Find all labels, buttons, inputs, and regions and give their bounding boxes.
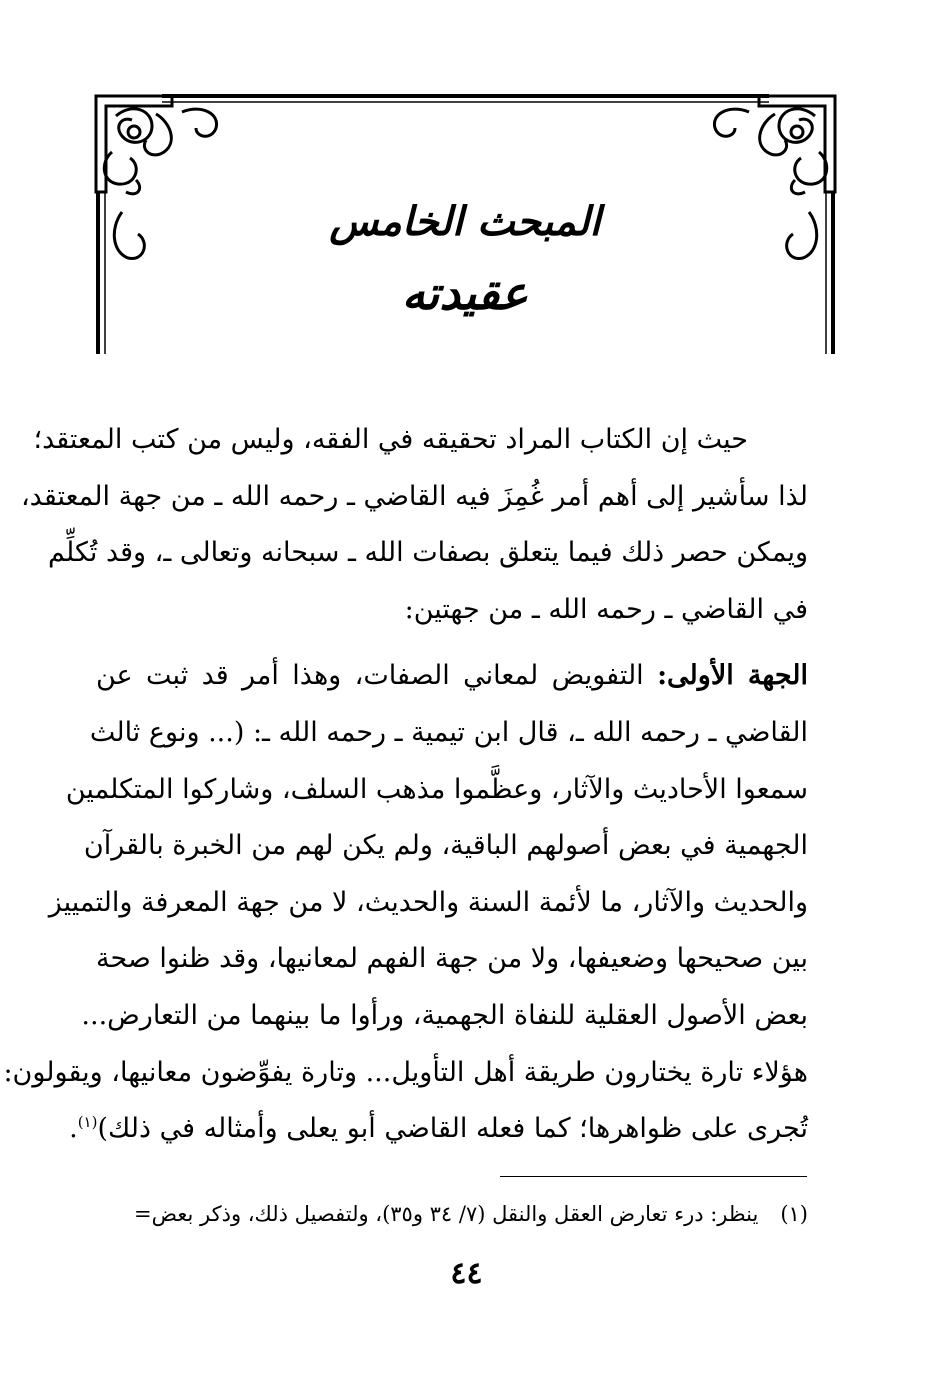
section-lead: الجهة الأولى: [657, 660, 808, 692]
quote-last-line [69, 1101, 808, 1158]
quote-line: هؤلاء تارة يختارون طريقة أهل التأويل... وتارة يفوِّضون معانيها، ويقولون: [3, 1056, 808, 1088]
quote-last-tail: . [69, 1113, 78, 1145]
quote-line: والحديث والآثار، ما لأئمة السنة والحديث، لا من جهة المعرفة والتمييز [48, 886, 808, 918]
body-text [3, 412, 808, 1158]
quote-line: بين صحيحها وضعيفها، ولا من جهة الفهم لمعانيها، وقد ظنوا صحة [96, 943, 808, 975]
chapter-title: المبحث الخامس [329, 198, 601, 245]
footnote [96, 1196, 808, 1232]
paragraph-line: لذا سأشير إلى أهم أمر غُمِزَ فيه القاضي ـ رحمه الله ـ من جهة المعتقد، [20, 480, 808, 512]
quote-line: القاضي ـ رحمه الله ـ، قال ابن تيمية ـ رحمه الله ـ: (... ونوع ثالث [89, 716, 808, 748]
quote-line: الجهمية في بعض أصولهم الباقية، ولم يكن لهم من الخبرة بالقرآن [83, 830, 808, 862]
section-first-line [96, 648, 808, 705]
quote-line: بعض الأصول العقلية للنفاة الجهمية، ورأوا ما بينهما من التعارض... [81, 999, 808, 1031]
chapter-subtitle: عقيدته [401, 266, 529, 320]
page-number: ٤٤ [450, 1256, 483, 1291]
paragraph-line: ويمكن حصر ذلك فيما يتعلق بصفات الله ـ سبحانه وتعالى ـ، وقد تُكلِّم [48, 537, 808, 569]
quote-last-text: تُجرى على ظواهرها؛ كما فعله القاضي أبو يعلى وأمثاله في ذلك) [97, 1113, 808, 1145]
footnote-separator [500, 1176, 807, 1177]
footnote-number: (١) [780, 1202, 808, 1226]
paragraph-line: حيث إن الكتاب المراد تحقيقه في الفقه، وليس من كتب المعتقد؛ [33, 424, 748, 455]
footnote-ref[interactable]: (١) [77, 1113, 98, 1132]
quote-line: سمعوا الأحاديث والآثار، وعظَّموا مذهب السلف، وشاركوا المتكلمين [65, 773, 808, 805]
section-first-text: التفويض لمعاني الصفات، وهذا أمر قد ثبت عن [96, 660, 644, 692]
footnote-text: ينظر: درء تعارض العقل والنقل (٧/ ٣٤ و٣٥)، ولتفصيل ذلك، وذكر بعض= [134, 1202, 759, 1226]
paragraph-line: في القاضي ـ رحمه الله ـ من جهتين: [404, 593, 808, 625]
